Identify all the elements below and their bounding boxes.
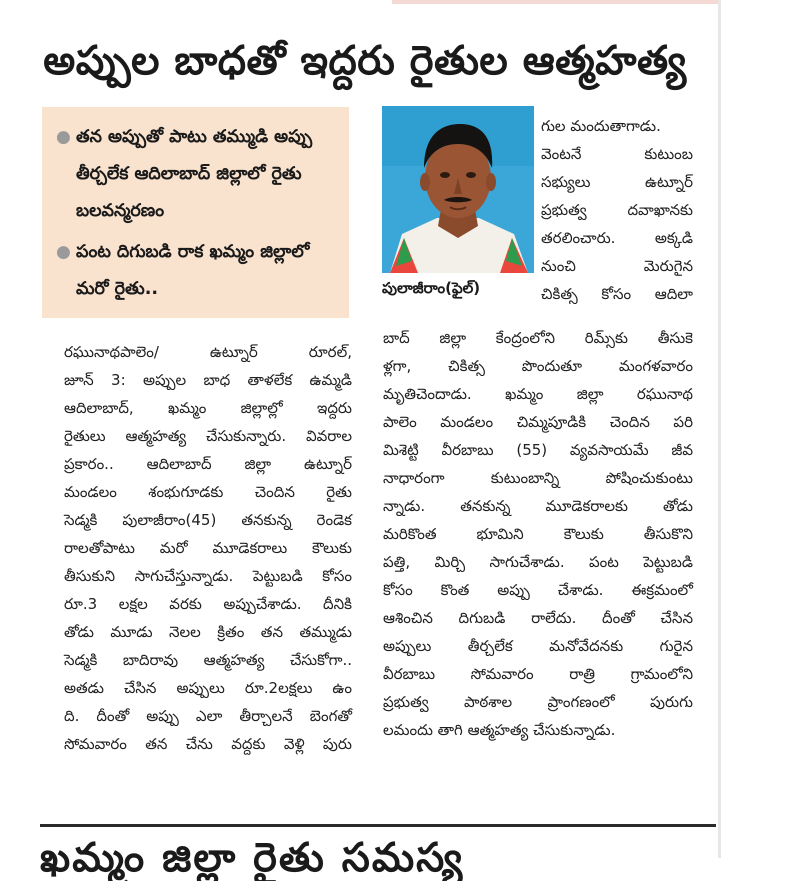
text-line: తోడు మూడు నెలల క్రితం తన తమ్ముడు [64, 623, 352, 641]
text-line: న్నాడు. తనకున్న మూడెకరాలకు తోడు [383, 497, 693, 515]
text-line: జూన్ 3: అప్పుల బాధ తాళలేక ఉమ్మడి [64, 371, 352, 389]
text-line: బాద్ జిల్లా కేంద్రంలోని రిమ్స్‌కు తీసుకె [383, 329, 693, 347]
highlight-item [56, 234, 339, 308]
text-line: తీసుకుని సాగుచేస్తున్నాడు. పెట్టుబడి కోసం [64, 567, 352, 585]
farmer-photo [382, 106, 534, 273]
text-line: తరలించారు. అక్కడి [541, 229, 693, 247]
right-column-top [541, 112, 693, 308]
text-line: ఆశించిన దిగుబడి రాలేదు. దీంతో చేసిన [383, 609, 693, 627]
text-line: సెడ్మకి పులాజీరాం(45) తనకున్న రెండెక [64, 511, 352, 529]
text-line: రాలతోపాటు మరో మూడెకరాలు కౌలుకు [64, 539, 352, 557]
left-column [64, 338, 352, 758]
bullet-icon: ● [56, 127, 71, 147]
text-line: కోసం కొంత అప్పు చేశాడు. ఈక్రమంలో [383, 581, 693, 599]
text-line: సభ్యులు ఉట్నూర్ [541, 173, 693, 191]
text-line: ప్రకారం.. ఆదిలాబాద్ జిల్లా ఉట్నూర్ [64, 455, 352, 473]
text-line: మండలం శంభుగూడకు చెందిన రైతు [64, 483, 352, 501]
text-line: రైతులు ఆత్మహత్య చేసుకున్నారు. వివరాల [64, 427, 352, 445]
highlights-box [42, 107, 349, 318]
text-line: అప్పులు తీర్చలేక మనోవేదనకు గురైన [383, 637, 693, 655]
text-line: ళ్లగా, చికిత్స పొందుతూ మంగళవారం [383, 357, 693, 375]
text-line: ది. దీంతో అప్పు ఎలా తీర్చాలనే బెంగతో [64, 707, 352, 725]
highlight-text: పంట దిగుబడి రాక ఖమ్మం జిల్లాలో మరో రైతు.. [76, 242, 310, 299]
article-headline: అప్పుల బాధతో ఇద్దరు రైతుల ఆత్మహత్య [43, 38, 687, 84]
section-divider [40, 824, 716, 827]
text-line: ప్రభుత్వ పాఠశాల ప్రాంగణంలో పురుగు [383, 693, 693, 711]
text-line: సోమవారం తన చేను వద్దకు వెళ్లి పురు [64, 735, 352, 753]
text-line: పత్తి, మిర్చి సాగుచేశాడు. పంట పెట్టుబడి [383, 553, 693, 571]
next-article-headline-cut [40, 835, 716, 881]
text-line: ప్రభుత్వ దవాఖానకు [541, 201, 693, 219]
text-line: చికిత్స కోసం ఆదిలా [541, 285, 693, 303]
text-line: పాలెం మండలం చిమ్మపూడికి చెందిన పరి [383, 413, 693, 431]
text-line: మరికొంత భూమిని కౌలుకు తీసుకొని [383, 525, 693, 543]
photo-caption: పులాజీరాం(ఫైల్) [382, 279, 481, 297]
text-line: మృతిచెందాడు. ఖమ్మం జిల్లా రఘునాథ [383, 385, 693, 403]
text-line: ఆదిలాబాద్, ఖమ్మం జిల్లాల్లో ఇద్దరు [64, 399, 352, 417]
text-line: నాధారంగా కుటుంబాన్ని పోషించుకుంటు [383, 469, 693, 487]
next-headline-text: ఖమ్మం జిల్లా రైతు సమస్య [40, 835, 465, 881]
text-line: సెడ్మకి బాదిరావు ఆత్మహత్య చేసుకోగా.. [64, 651, 352, 669]
text-line: వీరబాబు సోమవారం రాత్రి గ్రామంలోని [383, 665, 693, 683]
bullet-icon: ● [56, 242, 71, 262]
farmer-portrait-image [382, 106, 534, 273]
text-line: అతడు చేసిన అప్పులు రూ.2లక్షలు ఉం [64, 679, 352, 697]
top-color-strip [392, 0, 718, 4]
text-line: గుల మందుతాగాడు. [541, 117, 661, 135]
text-line: రూ.3 లక్షల వరకు అప్పుచేశాడు. దీనికి [64, 595, 352, 613]
text-line: వెంటనే కుటుంబ [541, 145, 693, 163]
text-line: లమందు తాగి ఆత్మహత్య చేసుకున్నాడు. [383, 721, 616, 739]
right-column-bottom [383, 324, 693, 744]
page-right-edge [718, 0, 721, 858]
text-line: మిశెట్టి వీరబాబు (55) వ్యవసాయమే జీవ [383, 441, 693, 459]
highlight-text: తన అప్పుతో పాటు తమ్ముడి అప్పు తీర్చలేక ఆదిలాబాద్ జిల్లాలో రైతు బలవన్మరణం [76, 127, 313, 221]
text-line: నుంచి మెరుగైన [541, 257, 693, 275]
highlight-item [56, 119, 339, 230]
text-line: రఘునాథపాలెం/ ఉట్నూర్ రూరల్, [64, 343, 352, 361]
